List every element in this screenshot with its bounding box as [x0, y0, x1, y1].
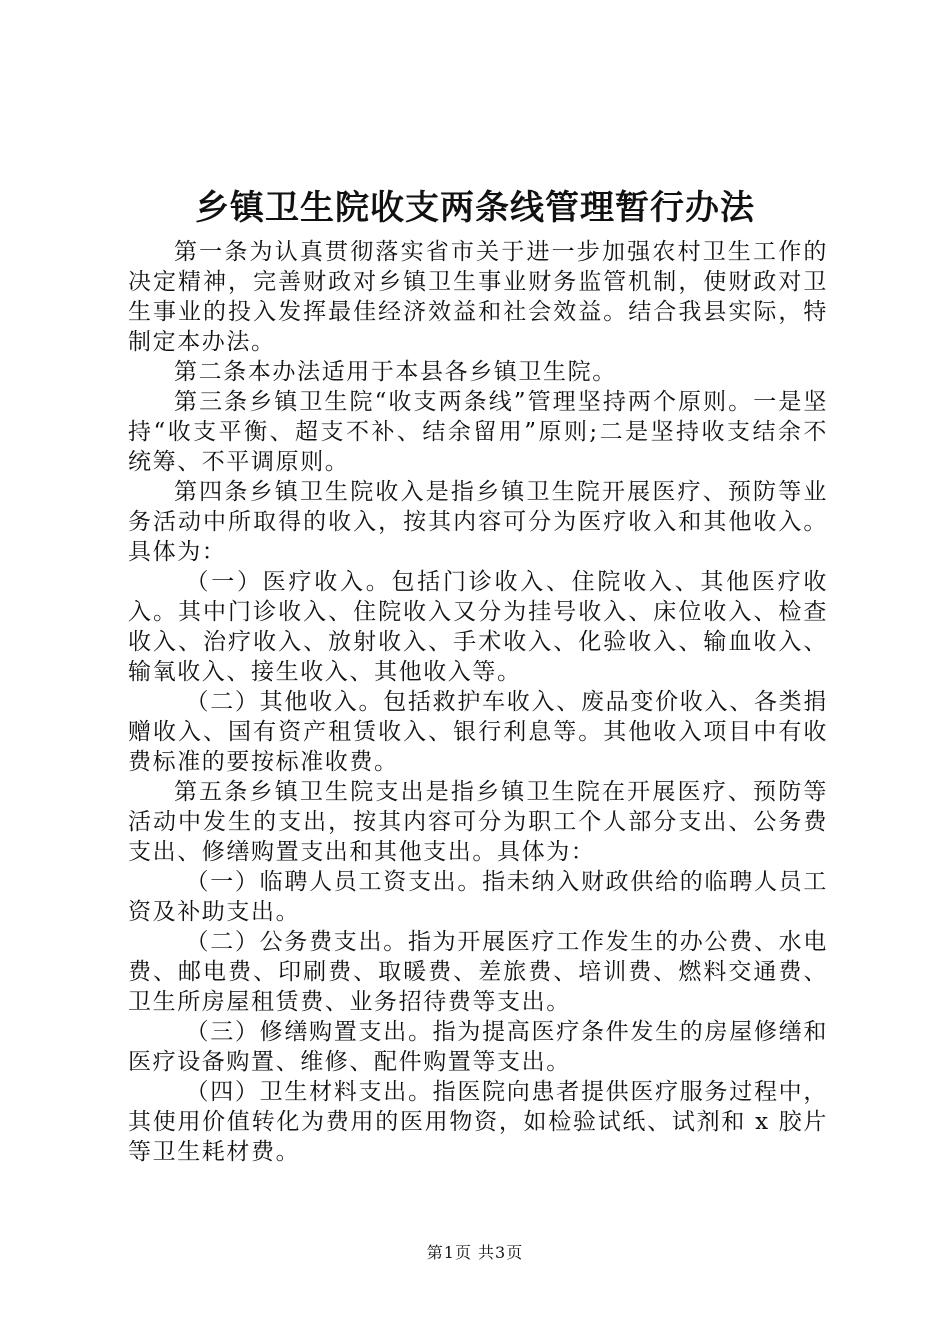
article-5-item-2-paragraph: （二）公务费支出。指为开展医疗工作发生的办公费、水电费、邮电费、印刷费、取暖费、差旅费、培训费、燃料交通费、卫生所房屋租赁费、业务招待费等支出。 [128, 929, 828, 1015]
document-title: 乡镇卫生院收支两条线管理暂行办法 [195, 188, 755, 228]
document-body [128, 237, 828, 1167]
page-number-footer: 第1页 共3页 [426, 1243, 524, 1262]
article-5-item-3-paragraph: （三）修缮购置支出。指为提高医疗条件发生的房屋修缮和医疗设备购置、维修、配件购置等支出。 [128, 1019, 828, 1075]
article-5-item-1-paragraph: （一）临聘人员工资支出。指未纳入财政供给的临聘人员工资及补助支出。 [128, 869, 828, 925]
article-4-item-2-paragraph: （二）其他收入。包括救护车收入、废品变价收入、各类捐赠收入、国有资产租赁收入、银行利息等。其他收入项目中有收费标准的要按标准收费。 [128, 689, 828, 775]
article-4-paragraph: 第四条乡镇卫生院收入是指乡镇卫生院开展医疗、预防等业务活动中所取得的收入，按其内容可分为医疗收入和其他收入。具体为： [128, 479, 828, 565]
article-2-paragraph: 第二条本办法适用于本县各乡镇卫生院。 [174, 359, 617, 385]
article-5-item-4-paragraph: （四）卫生材料支出。指医院向患者提供医疗服务过程中，其使用价值转化为费用的医用物资，如检验试纸、试剂和 x 胶片等卫生耗材费。 [128, 1079, 828, 1165]
article-3-paragraph: 第三条乡镇卫生院“收支两条线”管理坚持两个原则。一是坚持“收支平衡、超支不补、结余留用”原则;二是坚持收支结余不统筹、不平调原则。 [128, 389, 828, 475]
article-5-paragraph: 第五条乡镇卫生院支出是指乡镇卫生院在开展医疗、预防等活动中发生的支出，按其内容可分为职工个人部分支出、公务费支出、修缮购置支出和其他支出。具体为： [128, 779, 828, 865]
article-4-item-1-paragraph: （一）医疗收入。包括门诊收入、住院收入、其他医疗收入。其中门诊收入、住院收入又分为挂号收入、床位收入、检查收入、治疗收入、放射收入、手术收入、化验收入、输血收入、输氧收入、接生收入、其他收入等。 [128, 569, 828, 685]
article-1-paragraph: 第一条为认真贯彻落实省市关于进一步加强农村卫生工作的决定精神，完善财政对乡镇卫生事业财务监管机制，使财政对卫生事业的投入发挥最佳经济效益和社会效益。结合我县实际，特制定本办法。 [128, 239, 828, 355]
